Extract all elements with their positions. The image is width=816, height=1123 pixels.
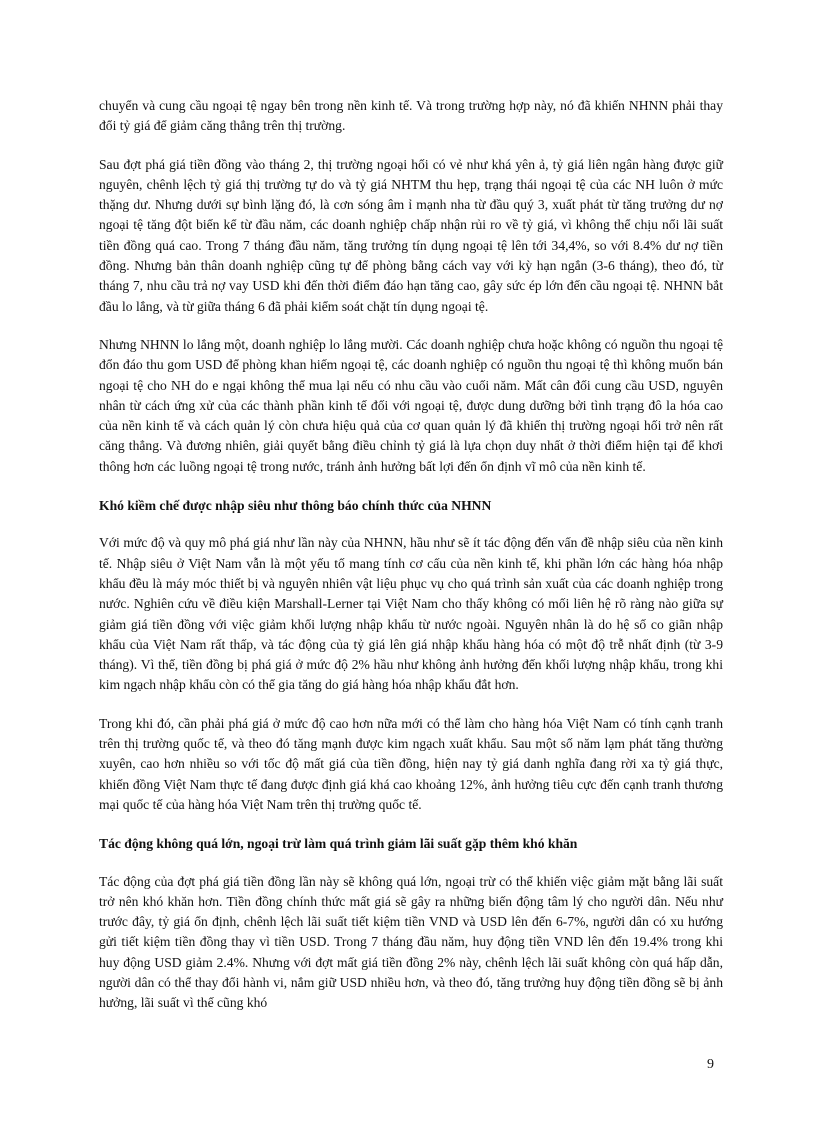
paragraph-export-competitiveness: Trong khi đó, cần phải phá giá ở mức độ cao hơn nữa mới có thể làm cho hàng hóa Việt Nam có tính cạnh tranh trên thị trường quốc tế, và theo đó tăng mạnh được kim ngạch xuất khẩu. Sau một số năm lạm phát tăng thường xuyên, cao hơn nhiều so với tốc độ mất giá của tiền đồng, hiện nay tỷ giá danh nghĩa đang rời xa tỷ giá thực, khiến đồng Việt Nam thực tế đang được định giá khá cao khoảng 12%, ảnh hưởng tiêu cực đến cạnh tranh thương mại quốc tế của hàng hóa Việt Nam trên thị trường quốc tế. <box>99 715 723 812</box>
page-number: 9 <box>707 1057 714 1072</box>
paragraph-import-impact: Với mức độ và quy mô phá giá như lần này của NHNN, hầu như sẽ ít tác động đến vấn đề nhập siêu của nền kinh tế. Nhập siêu ở Việt Nam vẫn là một yếu tố mang tính cơ cấu của nền kinh tế, khi phần lớn các hàng hóa nhập khẩu đều là máy móc thiết bị và nguyên nhiên vật liệu phục vụ cho quá trình sản xuất của các doanh nghiệp trong nước. Nghiên cứu về điều kiện Marshall-Lerner tại Việt Nam cho thấy không có mối liên hệ rõ ràng nào giữa sự giảm giá tiền đồng với việc giảm khối lượng nhập khẩu từ nước ngoài. Nguyên nhân là do hệ số co giãn nhập khẩu của Việt Nam rất thấp, và tác động của tỷ giá lên giá nhập khẩu hàng hóa có một độ trễ nhất định (từ 3-9 tháng). Vì thế, tiền đồng bị phá giá ở mức độ 2% hầu như không ảnh hưởng đến khối lượng nhập khẩu, trong khi kim ngạch nhập khẩu còn có thể gia tăng do giá hàng hóa nhập khẩu đắt hơn. <box>99 535 723 693</box>
paragraph-business-worries: Nhưng NHNN lo lắng một, doanh nghiệp lo lắng mười. Các doanh nghiệp chưa hoặc không có nguồn thu ngoại tệ đổn đáo thu gom USD để phòng khan hiếm ngoại tệ, các doanh nghiệp có nguồn thu ngoại tệ thì không muốn bán ngoại tệ cho NH do e ngại không thể mua lại nếu có nhu cầu vào cuối năm. Mất cân đối cung cầu USD, nguyên nhân từ cách ứng xử của các thành phần kinh tế đối với ngoại tệ, được dung dưỡng bởi tình trạng đô la hóa cao của nền kinh tế và cách quản lý còn chưa hiệu quả của cơ quan quản lý đã khiến thị trường ngoại hối trở nên rất căng thẳng. Và đương nhiên, giải quyết bằng điều chỉnh tỷ giá là lựa chọn duy nhất ở thời điểm hiện tại để khơi thông hơn các luồng ngoại tệ trong nước, tránh ảnh hưởng bất lợi đến ổn định vĩ mô của nền kinh tế. <box>99 336 723 474</box>
section-heading-interest-rate: Tác động không quá lớn, ngoại trừ làm quá trình giảm lãi suất gặp thêm khó khăn <box>99 836 578 852</box>
section-heading-trade-deficit: Khó kiềm chế được nhập siêu như thông báo chính thức của NHNN <box>99 498 492 514</box>
document-body <box>99 96 723 1014</box>
paragraph-intro-continued: chuyển và cung cầu ngoại tệ ngay bên trong nền kinh tế. Và trong trường hợp này, nó đã khiến NHNN phải thay đổi tỷ giá để giảm căng thẳng trên thị trường. <box>99 98 723 134</box>
paragraph-interest-rate-impact: Tác động của đợt phá giá tiền đồng lần này sẽ không quá lớn, ngoại trừ có thể khiến việc giảm mặt bằng lãi suất trở nên khó khăn hơn. Tiền đồng chính thức mất giá sẽ gây ra những biến động tâm lý cho người dân. Nếu như trước đây, tỷ giá ổn định, chênh lệch lãi suất tiết kiệm tiền VND và USD lên đến 6-7%, người dân có xu hướng gửi tiết kiệm tiền đồng thay vì tiền USD. Trong 7 tháng đầu năm, huy động tiền VND lên đến 19.4% trong khi huy động USD giảm 2.4%. Nhưng với đợt mất giá tiền đồng 2% này, chênh lệch lãi suất không còn quá hấp dẫn, người dân có thể thay đổi hành vi, nắm giữ USD nhiều hơn, và theo đó, tăng trưởng huy động tiền đồng sẽ bị ảnh hưởng, lãi suất vì thế cũng khó <box>99 873 723 1011</box>
paragraph-forex-market: Sau đợt phá giá tiền đồng vào tháng 2, thị trường ngoại hối có vẻ như khá yên ả, tỷ giá liên ngân hàng được giữ nguyên, chênh lệch tỷ giá thị trường tự do và tỷ giá NHTM thu hẹp, trạng thái ngoại tệ của các NH luôn ở mức thặng dư. Nhưng dưới sự bình lặng đó, là cơn sóng âm ỉ mạnh nha từ đầu quý 3, xuất phát từ tăng trưởng dư nợ ngoại tệ tăng đột biến kể từ đầu năm, các doanh nghiệp chấp nhận rủi ro về tỷ giá, vì không thể chịu nổi lãi suất tiền đồng quá cao. Trong 7 tháng đầu năm, tăng trưởng tín dụng ngoại tệ lên tới 34,4%, so với 8.4% dư nợ tiền đồng. Nhưng bản thân doanh nghiệp cũng tự để phòng bằng cách vay với kỳ hạn ngắn (3-6 tháng), theo đó, từ tháng 7, nhu cầu trả nợ vay USD khi đến thời điểm đáo hạn tăng cao, gây sức ép lớn đến cầu ngoại tệ. NHNN bắt đầu lo lắng, và từ giữa tháng 6 đã phải kiểm soát chặt tín dụng ngoại tệ. <box>99 156 723 314</box>
